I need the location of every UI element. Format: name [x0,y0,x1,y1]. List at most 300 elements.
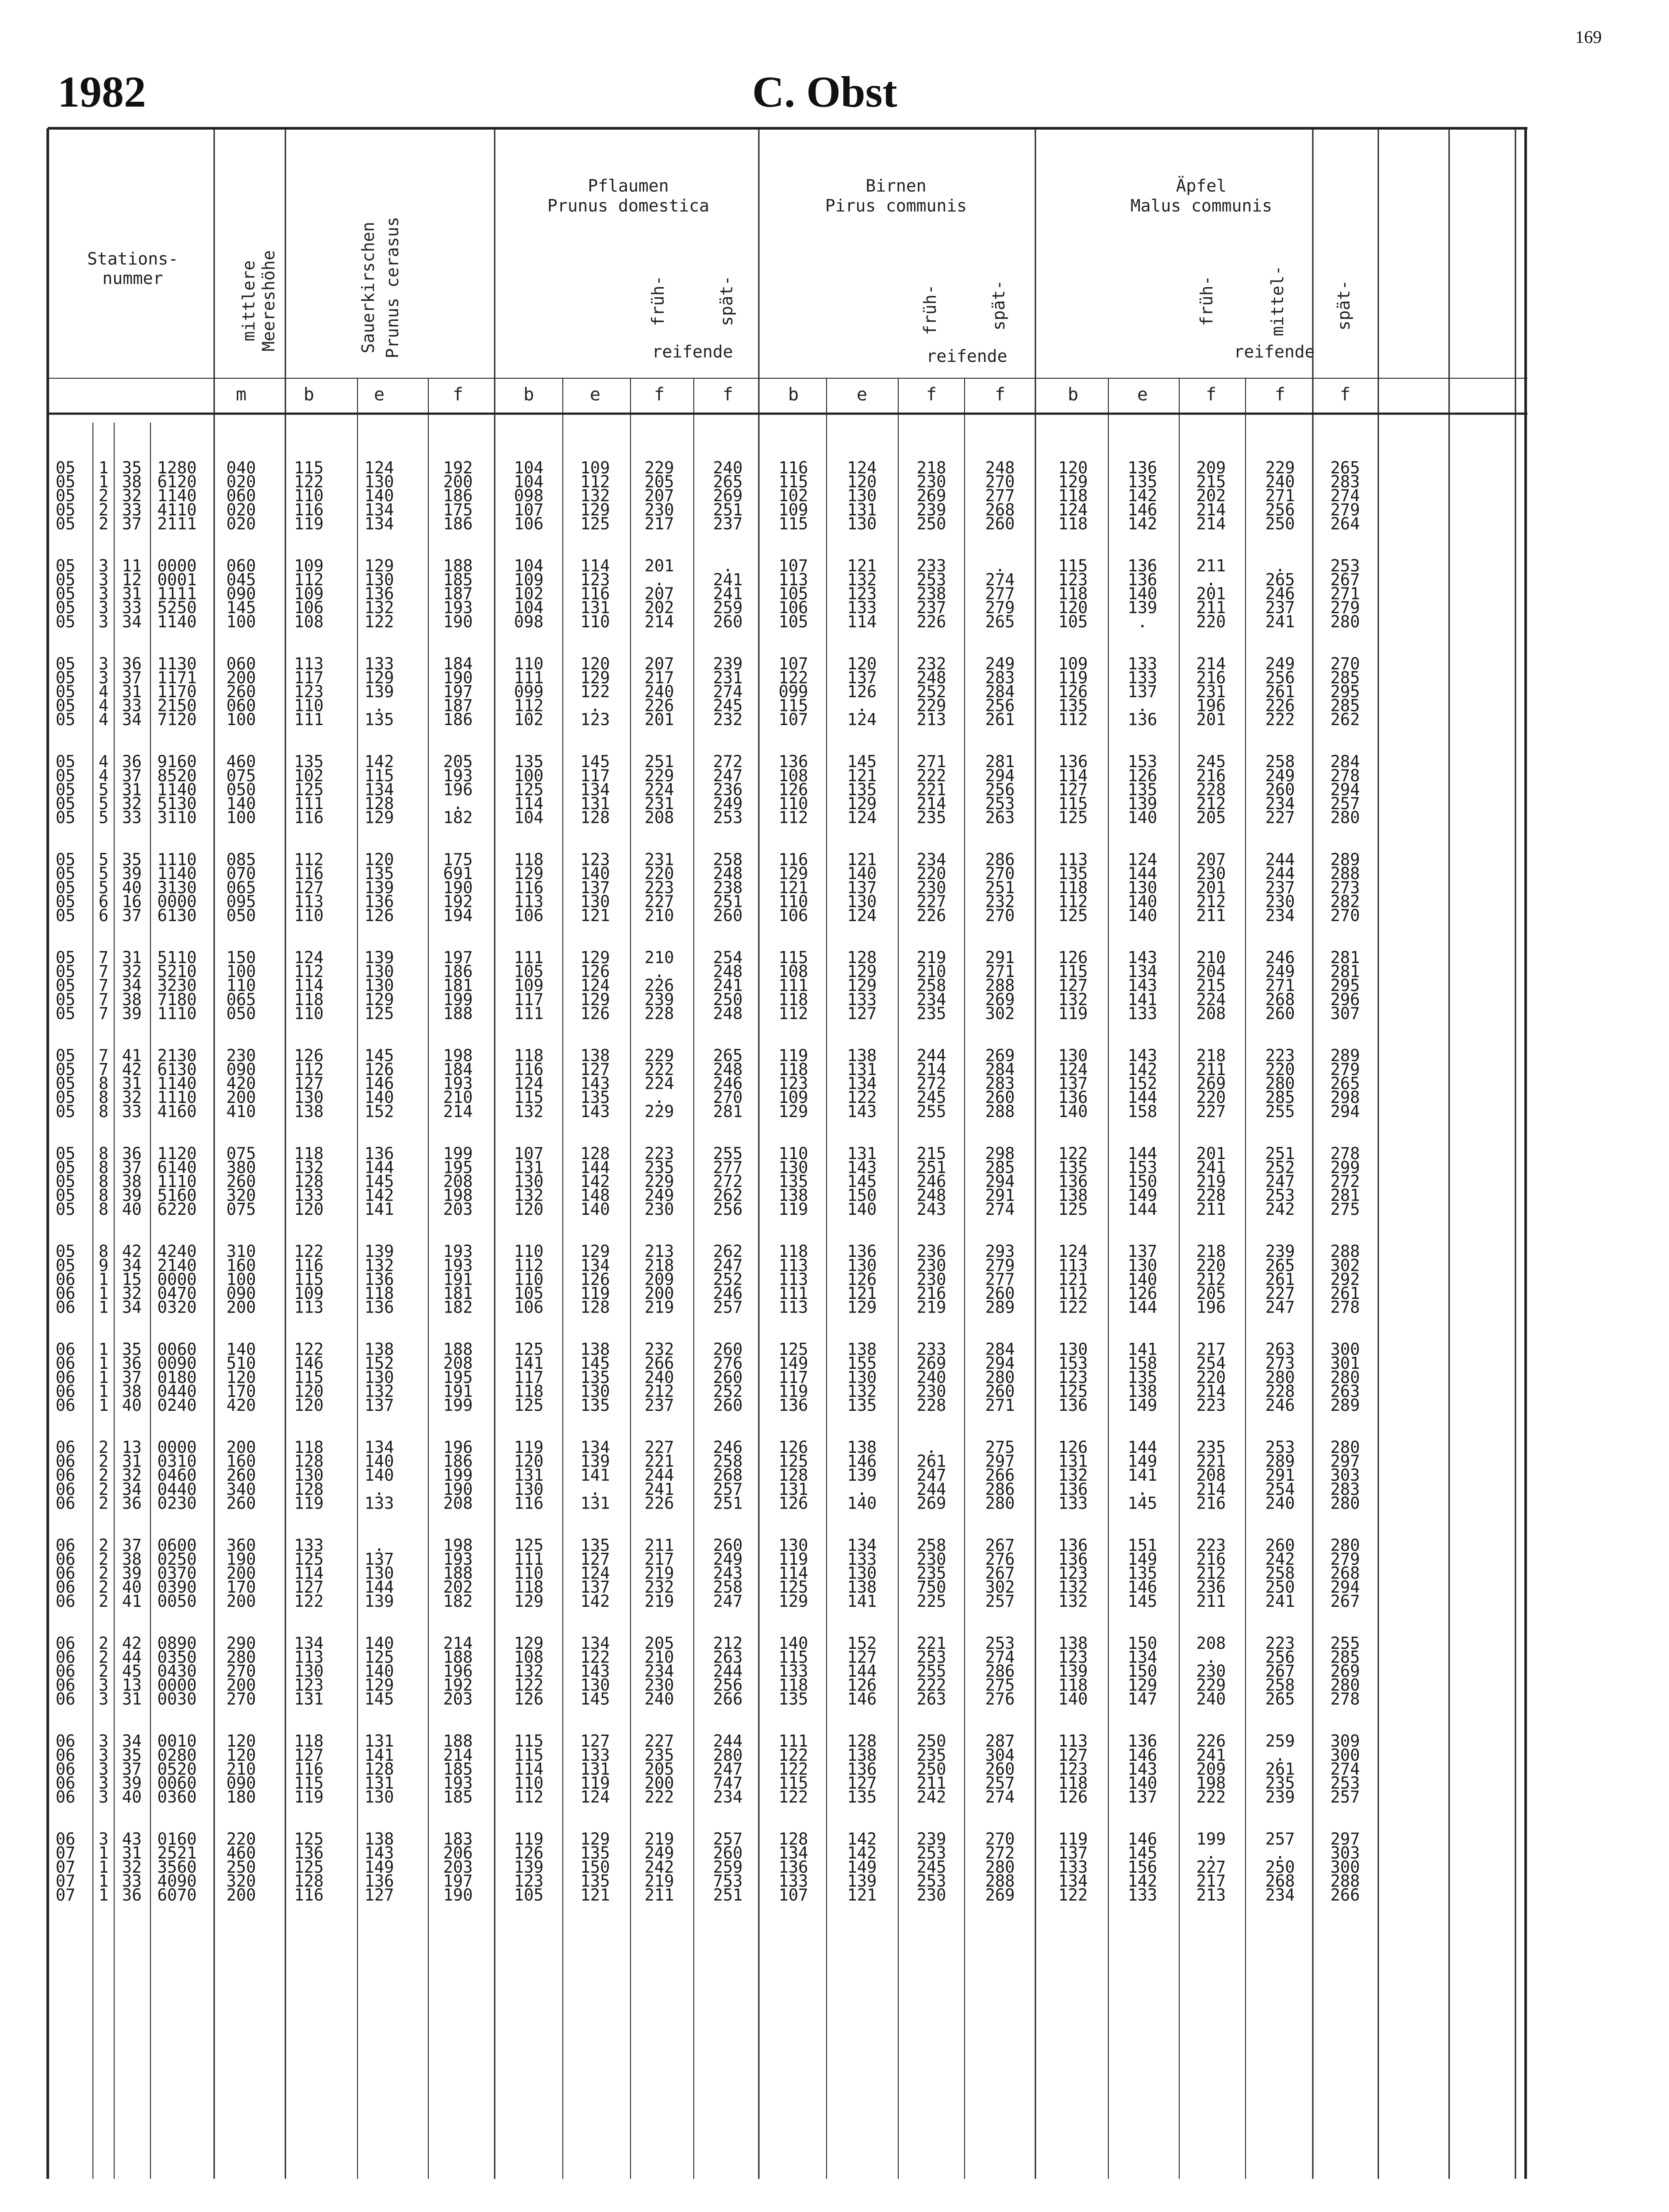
table-cell: . [857,696,867,715]
table-cell: 112 [778,808,808,827]
table-cell: 193 [443,1774,473,1793]
table-cell: 289 [1330,1396,1360,1415]
table-cell: 118 [364,1284,394,1303]
table-cell: 142 [364,1186,394,1205]
table-cell: 124 [580,1787,610,1807]
table-cell: 190 [443,668,473,687]
table-cell: 136 [1058,1479,1088,1499]
table-cell: 144 [847,1662,877,1681]
table-cell: 249 [644,1186,674,1205]
table-cell: 05 [55,1088,76,1107]
mid-ripening-label: mittel- [1268,265,1287,337]
table-cell: 0600 [157,1536,197,1555]
table-cell: 4090 [157,1871,197,1891]
table-cell: 277 [985,486,1015,506]
table-cell: 3130 [157,878,197,897]
table-cell: 116 [294,1759,324,1779]
table-cell: 192 [443,458,473,477]
table-cell: 127 [580,1550,610,1569]
table-cell: 06 [55,1662,76,1681]
table-cell: 753 [713,1871,743,1891]
table-cell: 141 [580,1466,610,1485]
table-cell: 098 [514,612,544,631]
table-cell: 136 [1127,556,1158,576]
table-cell: 219 [916,1298,946,1317]
table-cell: 0430 [157,1662,197,1681]
table-cell: 35 [122,1745,142,1765]
table-cell: 118 [778,1060,808,1079]
table-cell: 0180 [157,1367,197,1387]
table-cell: 268 [1265,1871,1295,1891]
table-cell: 231 [713,668,743,687]
table-cell: 200 [443,472,473,492]
table-cell: 288 [985,976,1015,995]
table-cell: 214 [1196,1479,1226,1499]
table-cell: 320 [226,1871,256,1891]
table-cell: 269 [985,1046,1015,1065]
table-cell: 211 [644,1536,674,1555]
table-cell: 136 [1058,752,1088,772]
table-cell: 06 [55,1829,76,1849]
table-cell: 280 [1330,1536,1360,1555]
table-cell: 280 [985,1367,1015,1387]
table-cell: 205 [644,1759,674,1779]
table-cell: 420 [226,1074,256,1093]
table-cell: 133 [1127,654,1158,673]
table-cell: 0000 [157,892,197,911]
table-cell: 200 [226,1563,256,1583]
table-cell: 123 [580,850,610,869]
table-cell: 112 [294,1060,324,1079]
table-cell: 192 [443,1675,473,1695]
table-cell: 112 [1058,892,1088,911]
table-cell: 135 [1127,1563,1158,1583]
table-cell: 144 [1127,1200,1158,1219]
table-cell: 140 [580,864,610,883]
table-cell: 230 [916,1270,946,1289]
table-cell: 138 [778,1186,808,1205]
table-cell: 134 [847,1074,877,1093]
table-cell: 121 [580,906,610,925]
table-cell: 39 [122,1774,142,1793]
table-cell: 122 [778,1745,808,1765]
table-cell: 125 [778,1340,808,1359]
table-cell: 291 [1265,1466,1295,1485]
table-cell: 230 [916,1256,946,1275]
table-row [56,1102,1360,1121]
table-cell: 138 [580,1046,610,1065]
table-cell: 211 [1196,556,1226,576]
table-cell: 0280 [157,1745,197,1765]
table-cell: 120 [1058,598,1088,618]
table-cell: 32 [122,1466,142,1485]
table-cell: 119 [778,1550,808,1569]
table-cell: 188 [443,1732,473,1751]
table-cell: 258 [916,976,946,995]
table-cell: 6140 [157,1158,197,1177]
table-cell: 05 [55,1158,76,1177]
table-cell: 137 [1127,682,1158,701]
table-cell: 140 [364,486,394,506]
table-cell: 185 [443,1787,473,1807]
table-cell: 136 [1127,458,1158,477]
table-cell: 135 [580,1367,610,1387]
table-cell: 123 [294,1675,324,1695]
table-cell: 261 [1265,682,1295,701]
table-cell: 110 [514,1774,544,1793]
table-cell: 06 [55,1284,76,1303]
table-cell: 197 [443,682,473,701]
sour-cherry-header: Sauerkirschen [358,222,378,353]
table-cell: 136 [778,752,808,772]
table-cell: 2 [98,514,109,534]
table-cell: 090 [226,1774,256,1793]
table-cell: 235 [644,1745,674,1765]
table-cell: 227 [916,892,946,911]
table-cell: 107 [514,500,544,519]
table-cell: 130 [580,1675,610,1695]
table-cell: 139 [514,1857,544,1877]
table-cell: 7 [98,976,109,995]
plum-header: Pflaumen [588,176,669,196]
table-cell: 196 [443,780,473,799]
table-cell: 122 [1058,1886,1088,1905]
table-cell: 125 [514,1340,544,1359]
table-cell: 247 [1265,1172,1295,1191]
table-cell: 304 [985,1745,1015,1765]
mean-altitude-header: Meereshöhe [259,250,278,352]
table-cell: 130 [778,1158,808,1177]
table-cell: 271 [1265,976,1295,995]
table-cell: 149 [1127,1452,1158,1471]
table-cell: 128 [778,1466,808,1485]
table-cell: 05 [55,780,76,799]
table-cell: 199 [443,1396,473,1415]
table-cell: 199 [443,1466,473,1485]
table-cell: 127 [364,1886,394,1905]
table-cell: 280 [713,1745,743,1765]
table-cell: 132 [514,1102,544,1121]
table-cell: 6 [98,892,109,911]
table-cell: 141 [364,1200,394,1219]
table-cell: 212 [713,1633,743,1653]
table-cell: 135 [1127,1367,1158,1387]
table-cell: 298 [985,1144,1015,1163]
table-cell: 257 [713,1829,743,1849]
table-cell: 32 [122,1284,142,1303]
table-cell: 115 [294,1270,324,1289]
table-cell: 235 [916,1745,946,1765]
table-cell: 212 [1196,1563,1226,1583]
table-cell: 0160 [157,1829,197,1849]
table-cell: 130 [364,570,394,589]
table-cell: 06 [55,1367,76,1387]
table-cell: 8 [98,1074,109,1093]
table-cell: 111 [778,976,808,995]
table-cell: 230 [916,472,946,492]
table-cell: 141 [1127,990,1158,1009]
late-ripening-label: spät- [1334,280,1354,331]
table-cell: 125 [294,1550,324,1569]
table-cell: 123 [580,710,610,730]
table-cell: 244 [1265,864,1295,883]
table-cell: 247 [713,766,743,785]
table-cell: 258 [1265,1675,1295,1695]
table-cell: 31 [122,1074,142,1093]
table-cell: 126 [847,682,877,701]
table-cell: 118 [294,1732,324,1751]
table-cell: 691 [443,864,473,883]
table-cell: 255 [713,1144,743,1163]
table-cell: 100 [226,710,256,730]
table-cell: 2 [98,1536,109,1555]
unit-label: f [654,384,665,405]
table-cell: 198 [1196,1774,1226,1793]
table-cell: 214 [1196,514,1226,534]
table-cell: 133 [1127,1886,1158,1905]
table-cell: 090 [226,1060,256,1079]
table-cell: 116 [514,878,544,897]
table-cell: 050 [226,780,256,799]
table-cell: 201 [1196,878,1226,897]
table-cell: 110 [514,1563,544,1583]
table-cell: 219 [1196,1172,1226,1191]
table-cell: 137 [1058,1074,1088,1093]
table-cell: 211 [1196,1591,1226,1611]
table-cell: 05 [55,598,76,618]
table-cell: 130 [294,1088,324,1107]
table-cell: 139 [1058,1662,1088,1681]
table-cell: 0000 [157,1270,197,1289]
table-cell: 140 [364,1466,394,1485]
table-cell: 120 [364,850,394,869]
table-cell: 1170 [157,682,197,701]
table-cell: 274 [1330,1759,1360,1779]
table-cell: 253 [713,808,743,827]
table-cell: 240 [713,458,743,477]
table-cell: 219 [644,1829,674,1849]
table-cell: 134 [580,1438,610,1457]
table-cell: 510 [226,1354,256,1373]
table-cell: 257 [1265,1829,1295,1849]
table-cell: 278 [1330,1298,1360,1317]
table-cell: 142 [580,1591,610,1611]
table-cell: 260 [713,1340,743,1359]
table-cell: 7 [98,1060,109,1079]
table-cell: 113 [778,1298,808,1317]
table-cell: 133 [778,1871,808,1891]
table-cell: 131 [294,1690,324,1709]
table-cell: 222 [916,766,946,785]
table-cell: 8 [98,1200,109,1219]
table-cell: 0000 [157,1438,197,1457]
table-cell: 211 [916,1774,946,1793]
table-cell: 200 [226,1886,256,1905]
table-cell: . [1275,1745,1285,1765]
table-cell: 274 [985,570,1015,589]
table-cell: 135 [778,1690,808,1709]
table-cell: 122 [294,472,324,492]
table-cell: 150 [1127,1633,1158,1653]
table-cell: 256 [713,1675,743,1695]
table-cell: 257 [713,1298,743,1317]
table-cell: 210 [644,1647,674,1667]
table-cell: 119 [294,514,324,534]
table-cell: 211 [1196,1060,1226,1079]
table-cell: 232 [644,1578,674,1597]
table-cell: 256 [1265,668,1295,687]
table-cell: 128 [294,1452,324,1471]
table-cell: 115 [778,514,808,534]
table-cell: 134 [847,1536,877,1555]
table-cell: 282 [1330,892,1360,911]
table-cell: 138 [847,1046,877,1065]
table-cell: 250 [916,514,946,534]
table-cell: 230 [1265,892,1295,911]
table-cell: 136 [778,1857,808,1877]
table-cell: 227 [644,1732,674,1751]
table-cell: 05 [55,752,76,772]
table-cell: 075 [226,1144,256,1163]
table-cell: 245 [713,696,743,715]
table-cell: 258 [713,1578,743,1597]
table-cell: 255 [1330,1633,1360,1653]
table-cell: 140 [364,1088,394,1107]
table-cell: 202 [644,598,674,618]
table-cell: 05 [55,612,76,631]
table-cell: 275 [985,1438,1015,1457]
unit-label: f [926,384,937,405]
table-cell: 228 [1265,1382,1295,1401]
table-cell: 1 [98,1396,109,1415]
table-cell: 113 [1058,1256,1088,1275]
table-cell: 05 [55,1186,76,1205]
table-cell: 110 [294,486,324,506]
table-cell: 120 [226,1732,256,1751]
table-cell: 06 [55,1438,76,1457]
table-cell: 5250 [157,598,197,618]
table-cell: 109 [294,556,324,576]
table-cell: 214 [443,1102,473,1121]
table-cell: 220 [644,864,674,883]
table-cell: 0440 [157,1382,197,1401]
table-cell: 143 [364,1843,394,1863]
table-cell: 239 [713,654,743,673]
table-cell: 241 [713,976,743,995]
table-cell: 102 [294,766,324,785]
table-cell: 05 [55,1102,76,1121]
table-cell: 136 [847,1242,877,1261]
table-cell: 141 [364,1745,394,1765]
table-cell: 0000 [157,556,197,576]
table-cell: 253 [916,1843,946,1863]
table-cell: 270 [985,1829,1015,1849]
table-cell: 117 [514,1367,544,1387]
table-cell: 129 [364,556,394,576]
table-cell: 420 [226,1396,256,1415]
table-cell: 143 [580,1102,610,1121]
table-cell: 128 [364,794,394,813]
table-cell: 238 [916,584,946,603]
table-cell: 108 [294,612,324,631]
table-cell: 137 [847,878,877,897]
table-cell: 129 [847,976,877,995]
table-cell: 241 [713,570,743,589]
table-cell: 6130 [157,906,197,925]
table-cell: 299 [1330,1158,1360,1177]
table-cell: 133 [294,1536,324,1555]
table-cell: 226 [644,696,674,715]
table-row [56,808,1360,827]
table-cell: 188 [443,1563,473,1583]
table-cell: 260 [226,1494,256,1513]
table-cell: . [926,1438,937,1457]
table-cell: 118 [514,850,544,869]
table-cell: 230 [916,1382,946,1401]
table-cell: 33 [122,808,142,827]
table-cell: 145 [364,1046,394,1065]
table-cell: 133 [364,654,394,673]
table-cell: 1 [98,1857,109,1877]
unit-label: b [303,384,315,405]
table-cell: 132 [1058,1466,1088,1485]
table-cell: 37 [122,1158,142,1177]
table-cell: 198 [443,1046,473,1065]
table-cell: 224 [644,780,674,799]
table-cell: 7 [98,1004,109,1023]
table-cell: 3 [98,570,109,589]
table-cell: 199 [1196,1829,1226,1849]
table-cell: 128 [580,1144,610,1163]
table-cell: 138 [847,1340,877,1359]
table-cell: 133 [778,1662,808,1681]
table-cell: 116 [294,1886,324,1905]
table-cell: 251 [985,878,1015,897]
table-cell: 32 [122,1857,142,1877]
table-cell: 208 [1196,1004,1226,1023]
table-cell: 268 [713,1466,743,1485]
table-cell: 143 [580,1074,610,1093]
table-cell: 130 [847,1563,877,1583]
table-cell: 260 [713,1396,743,1415]
table-cell: 3 [98,1787,109,1807]
table-cell: 297 [985,1452,1015,1471]
table-cell: 223 [1196,1536,1226,1555]
table-cell: 256 [985,696,1015,715]
table-cell: 460 [226,1843,256,1863]
table-cell: 214 [644,612,674,631]
table-cell: 126 [580,1270,610,1289]
table-cell: 108 [778,766,808,785]
table-cell: 111 [294,710,324,730]
table-cell: 747 [713,1774,743,1793]
table-cell: 108 [514,1647,544,1667]
table-cell: 4 [98,682,109,701]
table-cell: 126 [1058,1787,1088,1807]
table-cell: 139 [1127,794,1158,813]
table-cell: 234 [644,1662,674,1681]
table-cell: 2150 [157,696,197,715]
table-cell: 120 [226,1745,256,1765]
table-cell: 110 [294,906,324,925]
table-cell: 264 [1330,514,1360,534]
apple-header: Äpfel [1176,176,1227,196]
table-cell: 130 [514,1172,544,1191]
table-cell: 292 [1330,1270,1360,1289]
table-cell: 142 [580,1172,610,1191]
table-cell: 34 [122,1732,142,1751]
table-cell: 120 [294,1396,324,1415]
